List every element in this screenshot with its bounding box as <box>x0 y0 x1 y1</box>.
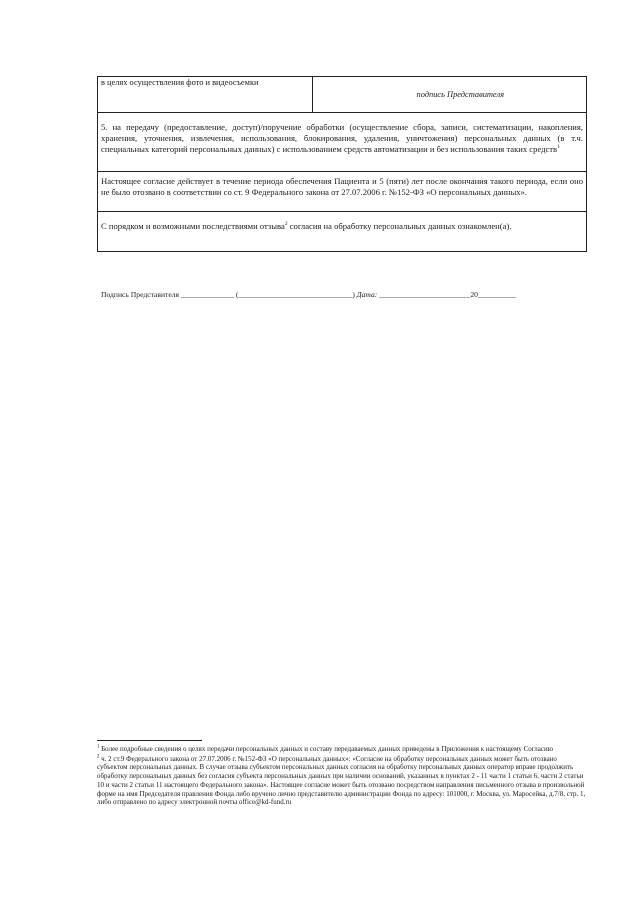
representative-signature-caption: подпись Представителя <box>416 90 504 99</box>
date-blanks: ________________________20__________ <box>379 290 516 299</box>
withdrawal-row <box>98 212 586 251</box>
withdrawal-text <box>98 212 586 235</box>
date-label: Дата: <box>354 290 380 299</box>
validity-text: Настоящее согласие действует в течение периода обеспечения Пациента и 5 (пяти) лет после окончания такого периода, если оно не было отозвано в соответствии со ст. 9 Федерального закона от 27.07.2006 г. №152-ФЗ «О персональных данных». <box>101 176 583 197</box>
transfer-consent-text <box>98 113 586 157</box>
footnote-2-text: ч. 2 ст.9 Федерального закона от 27.07.2006 г. №152-ФЗ «О персональных данных»: «Согласие на обработку персональных данных может быть отозвано субъектом персональных данных. В случае отзыва субъектом персональных данных согласия на обработку персональных данных оператор вправе продолжить обработку персональных данных без согласия субъекта персональных данных при наличии оснований, указанных в пунктах 2 - 11 части 1 статьи 6, части 2 статьи 10 и части 2 статьи 11 настоящего Федерального закона». Настоящее согласие может быть отозвано посредством направления письменного отзыва в произвольной форме на имя Председателя правления Фонда либо вручено лично представителю администрации Фонда по адресу: 101000, г. Москва, ул. Маросейка, д.7/8, стр. 1, либо отправлено по адресу электронной почты office@kd-fund.ru <box>97 754 586 807</box>
transfer-consent-row <box>98 113 586 172</box>
footnotes <box>97 745 587 808</box>
withdrawal-text-before: С порядком и возможными последствиями отзыва <box>101 221 285 231</box>
validity-row <box>98 172 586 212</box>
footnote-2 <box>97 755 587 807</box>
footnote-1-mark: 1 <box>97 744 100 750</box>
transfer-consent-body: 5. на передачу (предоставление, доступ)/поручение обработки (осуществление сбора, записи, систематизации, накопления, хранения, уточнения, извлечения, использования, блокирования, удаления, уничтожения) персональных данных (в т.ч. специальных категорий персональных данных) с использованием средств автоматизации и без использования таких средств <box>101 122 583 154</box>
photo-consent-row <box>98 77 586 113</box>
footnote-ref-1: 1 <box>557 143 560 150</box>
withdrawal-text-after: согласия на обработку персональных данных ознакомлен(а). <box>287 221 512 231</box>
footnote-ref-2: 2 <box>284 221 288 228</box>
signature-label: Подпись Представителя ______________ (______________________________) <box>101 290 355 299</box>
footnote-1 <box>97 745 587 754</box>
footnote-separator <box>97 740 202 741</box>
footnote-2-mark: 2 <box>97 754 100 760</box>
consent-table <box>97 76 587 252</box>
photo-consent-label: в целях осуществления фото и видеосъемки <box>98 77 313 112</box>
footnote-1-text: Более подробные сведения о целях передачи персональных данных и составу передаваемых данных приведены в Приложения к настоящему Согласию <box>99 745 553 753</box>
signature-date-line[interactable] <box>101 290 561 299</box>
representative-signature-field[interactable] <box>313 77 586 112</box>
